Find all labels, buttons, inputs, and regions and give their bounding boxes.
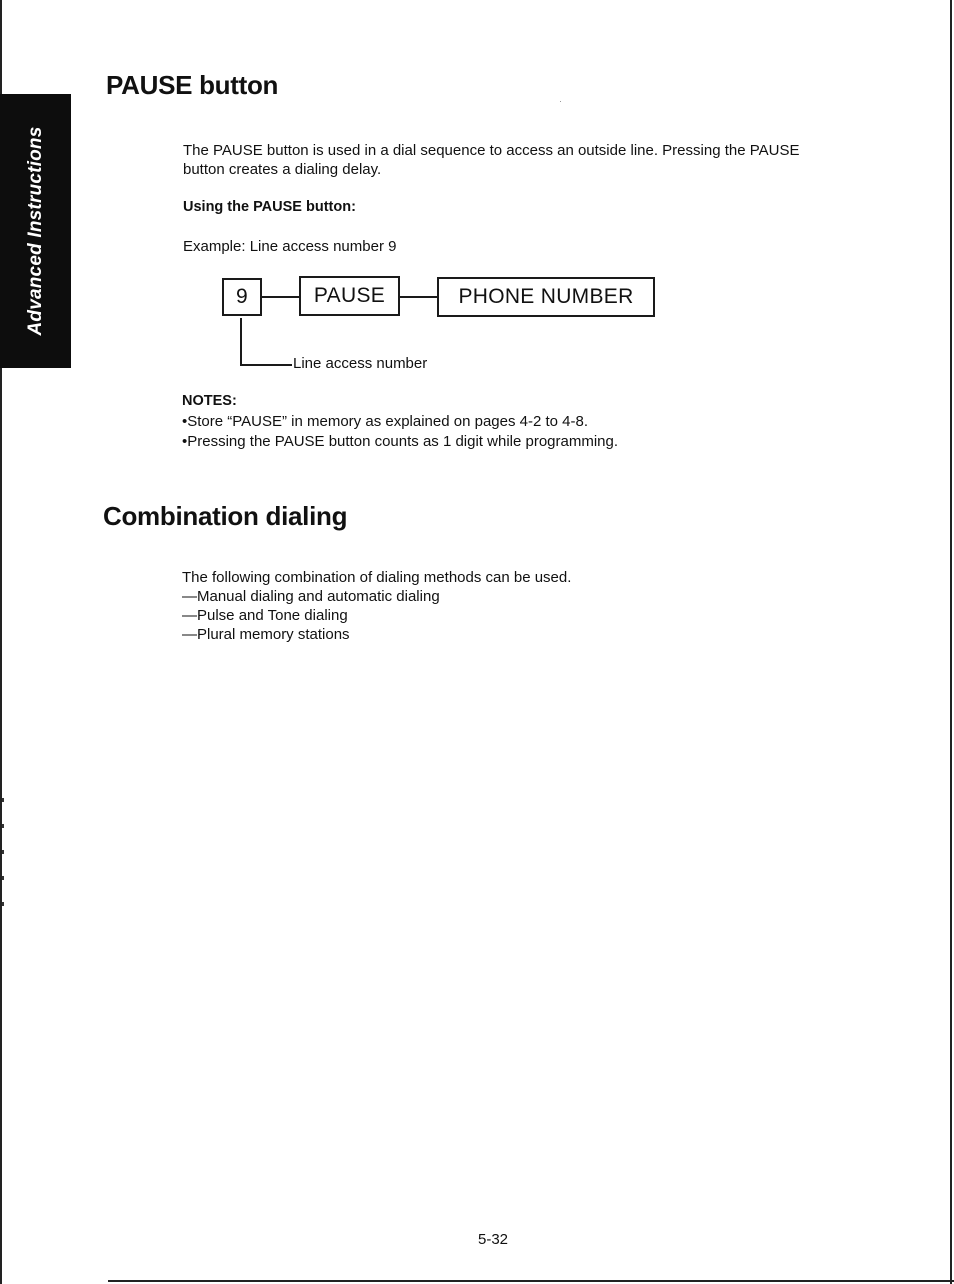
combination-list-item: —Manual dialing and automatic dialing <box>182 588 440 605</box>
diagram-key-9-label: 9 <box>236 285 248 308</box>
page-border-right <box>950 0 952 1284</box>
diagram-caption-leader-horizontal <box>240 364 292 366</box>
pause-intro-line-2: button creates a dialing delay. <box>183 161 382 178</box>
diagram-key-pause <box>299 276 400 316</box>
pause-intro-paragraph <box>183 141 873 179</box>
diagram-caption-leader-vertical <box>240 318 242 366</box>
note-item: •Pressing the PAUSE button counts as 1 digit while programming. <box>182 433 619 450</box>
combination-list-item: —Plural memory stations <box>182 626 350 643</box>
combination-section-title: Combination dialing <box>103 501 348 531</box>
diagram-caption: Line access number <box>293 355 428 372</box>
diagram-key-phone-number <box>437 277 655 317</box>
page-number: 5-32 <box>478 1231 509 1248</box>
combination-intro: The following combination of dialing methods can be used. <box>182 569 572 586</box>
diagram-connector-1 <box>262 296 299 298</box>
pause-section-title: PAUSE button <box>106 70 279 100</box>
diagram-key-pause-label: PAUSE <box>313 284 386 307</box>
side-tab-label: Advanced Instructions <box>25 126 46 336</box>
pause-example-text: Example: Line access number 9 <box>183 238 397 255</box>
diagram-key-9 <box>222 278 262 316</box>
section-side-tab <box>0 94 71 368</box>
combination-list-item: —Pulse and Tone dialing <box>182 607 348 624</box>
scan-speck <box>560 101 561 102</box>
notes-heading: NOTES: <box>182 393 237 409</box>
pause-usage-subheading: Using the PAUSE button: <box>183 199 356 215</box>
note-item: •Store “PAUSE” in memory as explained on pages 4-2 to 4-8. <box>182 413 589 430</box>
page-border-bottom <box>108 1280 954 1282</box>
margin-scan-marks <box>2 798 4 928</box>
diagram-key-phone-number-label: PHONE NUMBER <box>458 285 634 308</box>
pause-intro-line-1: The PAUSE button is used in a dial sequence to access an outside line. Pressing the PAUSE <box>183 142 800 159</box>
diagram-connector-2 <box>400 296 437 298</box>
